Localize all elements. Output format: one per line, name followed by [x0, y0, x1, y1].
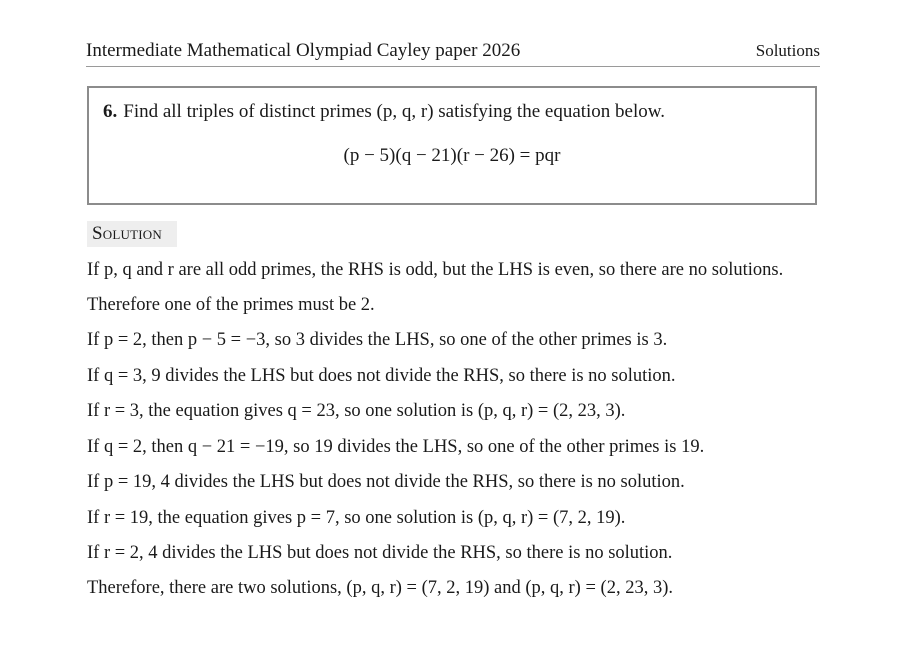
problem-equation: (p − 5)(q − 21)(r − 26) = pqr	[343, 145, 561, 166]
solution-line: If r = 19, the equation gives p = 7, so one solution is (p, q, r) = (7, 2, 19).	[87, 508, 626, 528]
header-section: Solutions	[755, 41, 820, 60]
solution-line: Therefore, there are two solutions, (p, q, r) = (7, 2, 19) and (p, q, r) = (2, 23, 3).	[87, 578, 673, 598]
problem-box	[87, 86, 817, 205]
solution-line: If r = 3, the equation gives q = 23, so one solution is (p, q, r) = (2, 23, 3).	[87, 401, 626, 421]
solution-line: If r = 2, 4 divides the LHS but does not divide the RHS, so there is no solution.	[87, 543, 673, 563]
solution-line: If p = 2, then p − 5 = −3, so 3 divides the LHS, so one of the other primes is 3.	[87, 330, 668, 350]
solution-line: If p = 19, 4 divides the LHS but does not divide the RHS, so there is no solution.	[87, 472, 685, 492]
problem-statement	[103, 100, 665, 124]
header-title: Intermediate Mathematical Olympiad Cayley paper 2026	[86, 40, 521, 61]
solution-line: If p, q and r are all odd primes, the RHS is odd, but the LHS is even, so there are no solutions.	[87, 260, 784, 280]
solution-line: If q = 2, then q − 21 = −19, so 19 divides the LHS, so one of the other primes is 19.	[87, 437, 705, 457]
solution-line: Therefore one of the primes must be 2.	[87, 295, 375, 315]
solution-line: If q = 3, 9 divides the LHS but does not divide the RHS, so there is no solution.	[87, 366, 676, 386]
problem-number: 6.	[103, 101, 118, 122]
problem-text: Find all triples of distinct primes (p, q, r) satisfying the equation below.	[123, 101, 666, 122]
solution-heading: Solution	[87, 221, 177, 247]
page-header	[86, 40, 820, 67]
